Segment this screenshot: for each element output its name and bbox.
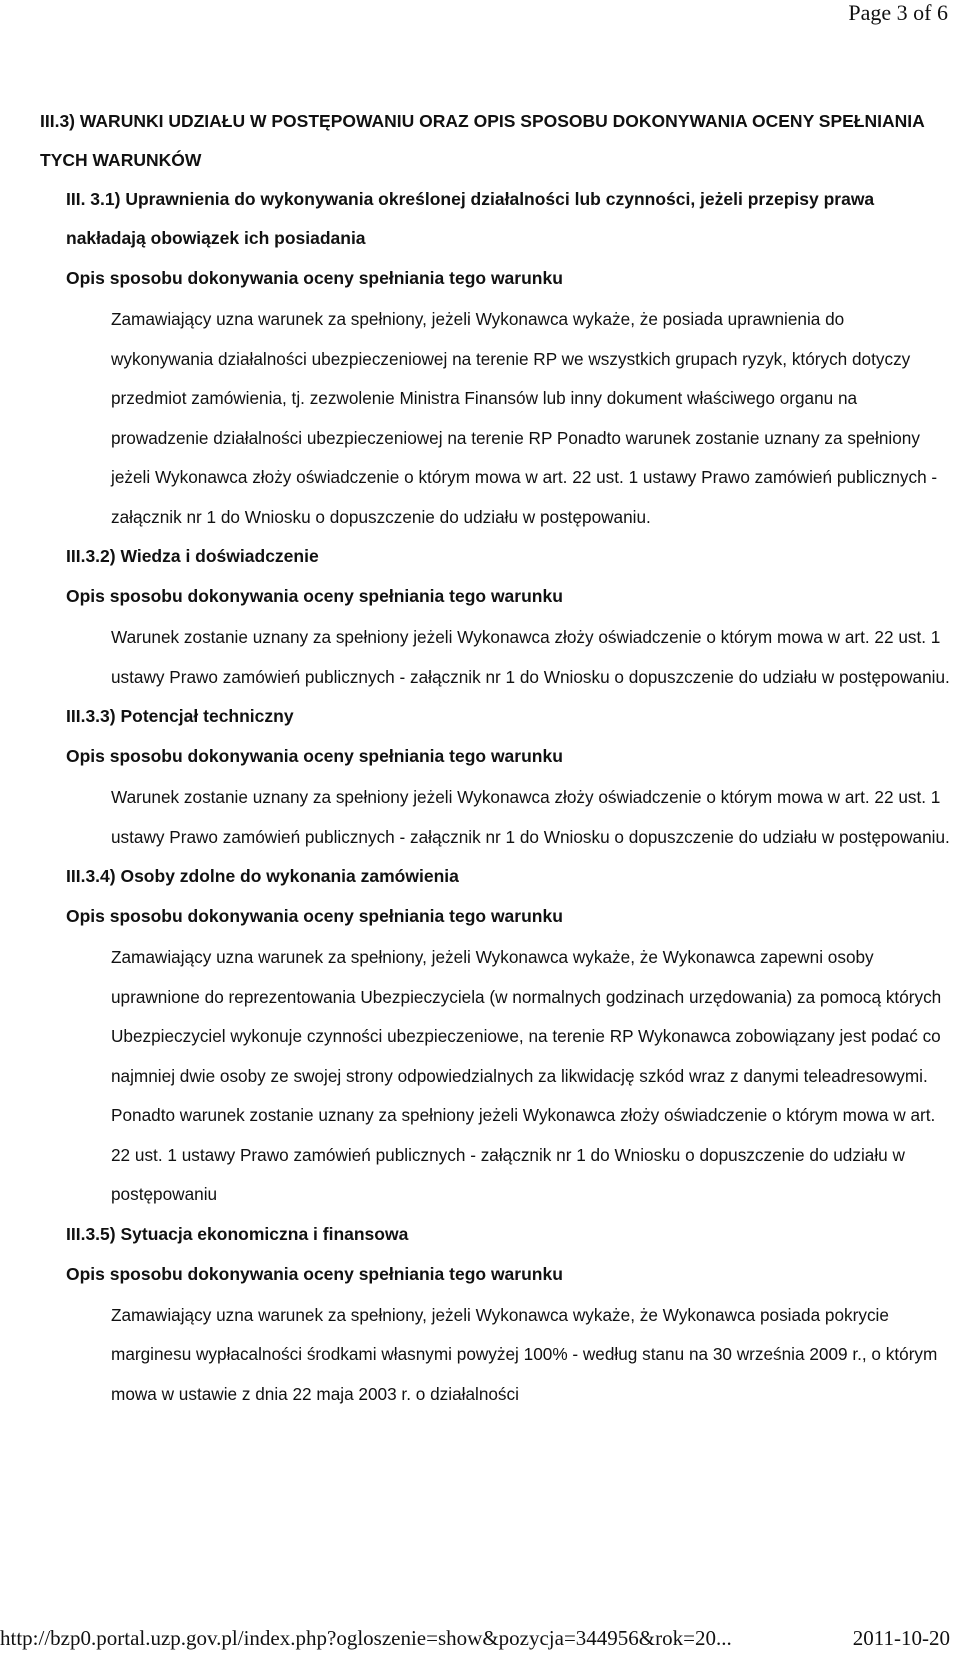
opis-label: Opis sposobu dokonywania oceny spełniania tego warunku — [66, 906, 563, 926]
section-title: III.3) WARUNKI UDZIAŁU W POSTĘPOWANIU ORAZ OPIS SPOSOBU DOKONYWANIA OCENY SPEŁNIANIA TYCH WARUNKÓW — [40, 111, 925, 170]
subsection-3-2 — [40, 537, 948, 697]
opis-label: Opis sposobu dokonywania oceny spełniania tego warunku — [66, 268, 563, 288]
subsection-body: Zamawiający uzna warunek za spełniony, jeżeli Wykonawca wykaże, że Wykonawca posiada pokrycie marginesu wypłacalności środkami własnymi powyżej 100% - według stanu na 30 września 2009 r., o którym mowa w ustawie z dnia 22 maja 2003 r. o działalności — [111, 1304, 938, 1404]
subsection-title: III.3.3) Potencjał techniczny — [66, 706, 294, 726]
subsection-body: Zamawiający uzna warunek za spełniony, jeżeli Wykonawca wykaże, że Wykonawca zapewni osoby uprawnione do reprezentowania Ubezpieczyciela (w normalnych godzinach urzędowania) za pomocą których Ubezpieczyciel wykonuje czynności ubezpieczeniowe, na terenie RP Wykonawca zobowiązany jest podać co najmniej dwie osoby ze swojej strony odpowiedzialnych za likwidację szkód wraz z danymi teleadresowymi. Ponadto warunek zostanie uznany za spełniony jeżeli Wykonawca złoży oświadczenie o którym mowa w art. 22 ust. 1 ustawy Prawo zamówień publicznych - załącznik nr 1 do Wniosku o dopuszczenie do udziału w postępowaniu — [111, 947, 942, 1204]
page-footer — [0, 1624, 960, 1652]
subsection-title: III.3.2) Wiedza i doświadczenie — [66, 546, 319, 566]
subsection-body: Warunek zostanie uznany za spełniony jeżeli Wykonawca złoży oświadczenie o którym mowa w art. 22 ust. 1 ustawy Prawo zamówień publicznych - załącznik nr 1 do Wniosku o dopuszczenie do udziału w postępowaniu. — [111, 627, 950, 687]
subsection-body: Warunek zostanie uznany za spełniony jeżeli Wykonawca złoży oświadczenie o którym mowa w art. 22 ust. 1 ustawy Prawo zamówień publicznych - załącznik nr 1 do Wniosku o dopuszczenie do udziału w postępowaniu. — [111, 787, 950, 847]
opis-label: Opis sposobu dokonywania oceny spełniania tego warunku — [66, 746, 563, 766]
footer-url[interactable]: http://bzp0.portal.uzp.gov.pl/index.php?ogloszenie=show&pozycja=344956&rok=20... — [0, 1626, 732, 1650]
page-number: Page 3 of 6 — [848, 0, 948, 25]
opis-label: Opis sposobu dokonywania oceny spełniania tego warunku — [66, 586, 563, 606]
subsection-body: Zamawiający uzna warunek za spełniony, jeżeli Wykonawca wykaże, że posiada uprawnienia do wykonywania działalności ubezpieczeniowej na terenie RP we wszystkich grupach ryzyk, których dotyczy przedmiot zamówienia, tj. zezwolenie Ministra Finansów lub inny dokument właściwego organu na prowadzenie działalności ubezpieczeniowej na terenie RP Ponadto warunek zostanie uznany za spełniony jeżeli Wykonawca złoży oświadczenie o którym mowa w art. 22 ust. 1 ustawy Prawo zamówień publicznych - załącznik nr 1 do Wniosku o dopuszczenie do udziału w postępowaniu. — [111, 309, 938, 527]
subsection-title: III.3.5) Sytuacja ekonomiczna i finansowa — [66, 1223, 409, 1244]
document-content — [40, 102, 948, 1414]
subsection-title: III.3.4) Osoby zdolne do wykonania zamówienia — [66, 866, 459, 886]
subsection-3-4 — [40, 857, 948, 1215]
opis-label: Opis sposobu dokonywania oceny spełniania tego warunku — [66, 1263, 563, 1284]
subsection-title: III. 3.1) Uprawnienia do wykonywania określonej działalności lub czynności, jeżeli przepisy prawa nakładają obowiązek ich posiadania — [66, 189, 875, 248]
footer-date: 2011-10-20 — [852, 1626, 950, 1650]
subsection-3-5 — [40, 1215, 948, 1415]
subsection-3-3 — [40, 697, 948, 857]
subsection-3-1 — [40, 180, 948, 537]
